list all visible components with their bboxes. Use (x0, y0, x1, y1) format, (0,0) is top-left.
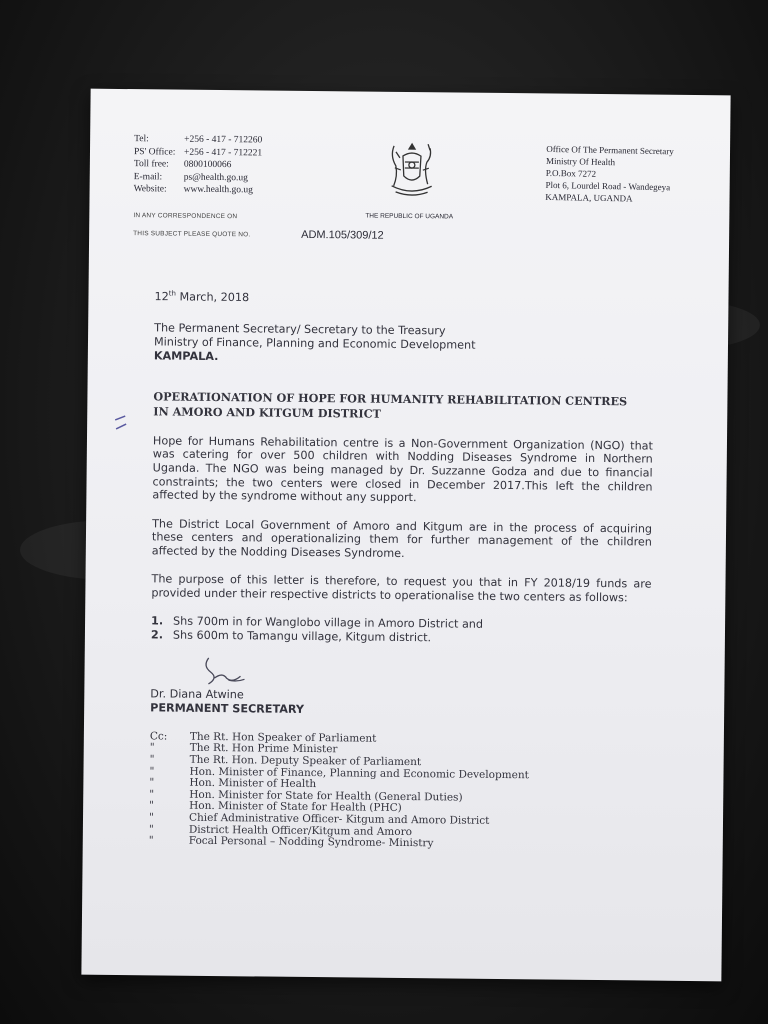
cc-item: " Focal Personal – Nodding Syndrome- Ministry (148, 834, 434, 850)
letter-date: 12th March, 2018 (154, 289, 250, 305)
cc-item: " Hon. Minister of State for Health (PHC) (149, 799, 402, 815)
cc-item: " Hon. Minister of Health (149, 776, 317, 791)
address-line: Ministry Of Health (545, 155, 616, 168)
letter-body (149, 289, 655, 852)
body-paragraph: Hope for Humans Rehabilitation centre is a Non-Government Organization (NGO) that was catering for over 500 children with Nodding Diseases Syndrome in Northern Uganda. The NGO was being managed by Dr. Suzzanne Godza and due to financial constraints; the two centers were closed in December 2017.This left the children affected by the syndrome without any support. (152, 434, 654, 505)
contact-row: Website: www.health.go.ug (133, 184, 253, 196)
cc-item: " The Rt. Hon Prime Minister (149, 741, 338, 756)
cc-item: " Chief Administrative Officer- Kitgum and Amoro District (148, 811, 490, 827)
cc-item: " District Health Officer/Kitgum and Amoro (148, 822, 413, 838)
body-paragraph: The purpose of this letter is therefore, to request you that in FY 2018/19 funds are provided under their respective districts to operationalise the two centers as follows: (151, 572, 652, 605)
signer-name: Dr. Diana Atwine (150, 687, 244, 702)
address-line: Office Of The Permanent Secretary (546, 143, 674, 157)
address-line: Plot 6, Lourdel Road - Wandegeya (545, 179, 671, 193)
contact-row: E-mail: ps@health.go.ug (133, 171, 248, 183)
contact-row: Toll free: 0800100066 (133, 159, 232, 171)
address-line: KAMPALA, UGANDA (545, 191, 633, 204)
cc-item: " The Rt. Hon. Deputy Speaker of Parliament (149, 753, 422, 769)
contact-row: PS' Office: +256 - 417 - 712221 (133, 146, 263, 158)
signer-title: PERMANENT SECRETARY (150, 701, 305, 716)
letterhead-contacts (134, 133, 263, 197)
coat-of-arms-icon (385, 140, 438, 203)
letter-subject: OPERATIONATION OF HOPE FOR HUMANITY REHABILITATION CENTRES IN AMORO AND KITGUM DISTRICT (153, 389, 628, 421)
signature-icon (198, 654, 258, 689)
recipient-city: KAMPALA. (153, 349, 219, 363)
correspondence-note: IN ANY CORRESPONDENCE ON (133, 212, 238, 221)
cc-item: " Hon. Minister of Finance, Planning and Economic Development (149, 764, 529, 781)
body-paragraph: The District Local Government of Amoro and Kitgum are in the process of acquiring these centers and operationalizing them for further management of the children affected by the Nodding Diseases Syndrome. (151, 517, 653, 560)
quote-number-note: THIS SUBJECT PLEASE QUOTE NO. (133, 230, 251, 239)
republic-label: THE REPUBLIC OF UGANDA (365, 212, 454, 221)
cc-item: Cc: The Rt. Hon Speaker of Parliament (149, 730, 377, 745)
letter-page (81, 89, 730, 982)
funding-list (151, 614, 651, 647)
cc-item: " Hon. Minister for State for Health (General Duties) (149, 788, 463, 804)
recipient-line: The Permanent Secretary/ Secretary to the Treasury (154, 321, 446, 338)
ministry-address (545, 143, 674, 205)
address-line: P.O.Box 7272 (545, 167, 597, 179)
recipient-line: Ministry of Finance, Planning and Economic Development (153, 335, 476, 352)
list-item: 1. Shs 700m in for Wanglobo village in Amoro District and (151, 614, 484, 631)
contact-row: Tel: +256 - 417 - 712260 (134, 134, 263, 146)
cc-list (149, 731, 650, 852)
reference-number: ADM.105/309/12 (301, 228, 384, 242)
list-item: 2. Shs 600m to Tamangu village, Kitgum district. (150, 628, 432, 644)
pen-mark-icon (113, 413, 129, 433)
